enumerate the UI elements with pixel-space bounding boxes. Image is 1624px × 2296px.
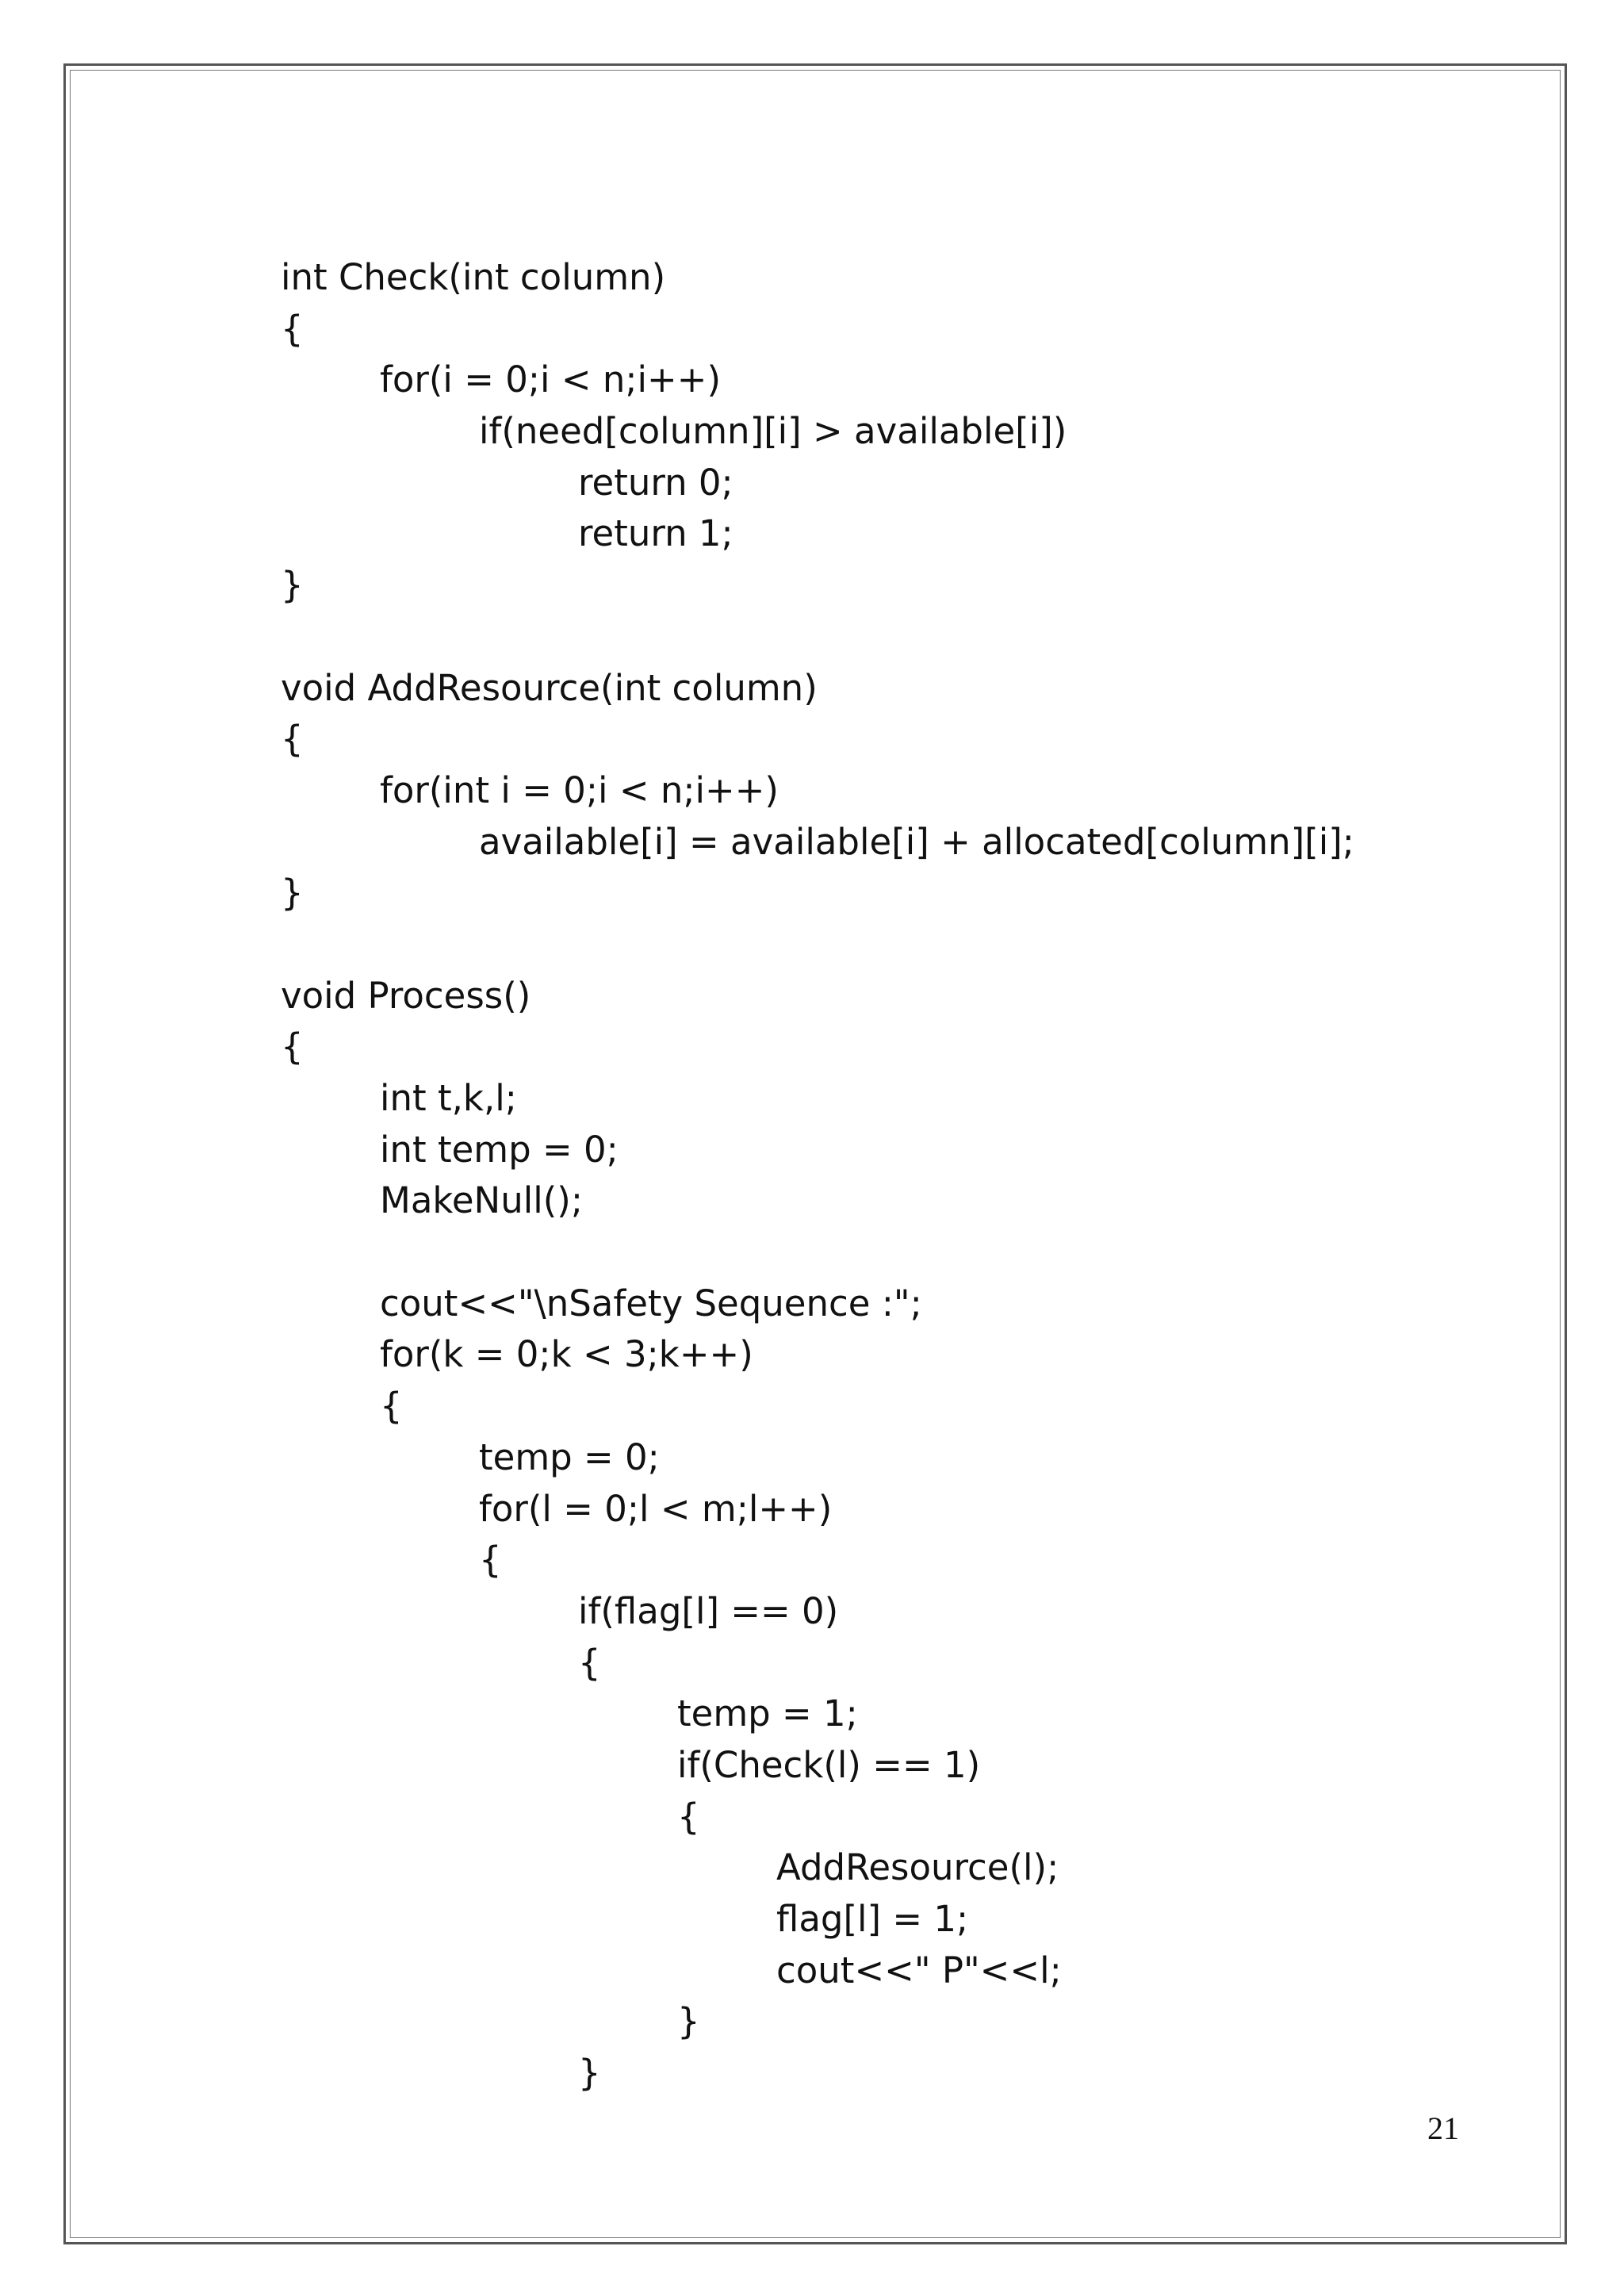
code-line: flag[l] = 1; bbox=[776, 1898, 969, 1940]
code-listing bbox=[281, 252, 1354, 2099]
code-line: temp = 0; bbox=[479, 1435, 660, 1478]
code-line: void Process() bbox=[281, 974, 531, 1017]
code-line: available[i] = available[i] + allocated[column][i]; bbox=[479, 820, 1354, 863]
code-line: temp = 1; bbox=[677, 1692, 858, 1735]
code-line: cout<<"\nSafety Sequence :"; bbox=[380, 1282, 922, 1324]
code-line bbox=[281, 611, 1354, 663]
code-line: if(Check(l) == 1) bbox=[677, 1743, 981, 1786]
code-line bbox=[281, 919, 1354, 971]
code-line: MakeNull(); bbox=[380, 1179, 584, 1222]
code-line: { bbox=[380, 1385, 403, 1428]
code-line bbox=[281, 1227, 1354, 1278]
code-line: for(i = 0;i < n;i++) bbox=[380, 358, 722, 401]
code-line: } bbox=[578, 2052, 601, 2095]
code-line: for(k = 0;k < 3;k++) bbox=[380, 1333, 753, 1376]
code-line: void AddResource(int column) bbox=[281, 666, 818, 709]
code-line: for(l = 0;l < m;l++) bbox=[479, 1487, 833, 1530]
code-line: AddResource(l); bbox=[776, 1846, 1059, 1889]
code-line: { bbox=[281, 307, 304, 350]
code-line: int t,k,l; bbox=[380, 1077, 517, 1119]
code-line: } bbox=[281, 564, 304, 607]
code-line: } bbox=[281, 872, 304, 914]
code-line: for(int i = 0;i < n;i++) bbox=[380, 769, 779, 811]
code-line: int Check(int column) bbox=[281, 256, 666, 298]
code-line: } bbox=[677, 2000, 700, 2043]
code-line: cout<<" P"<<l; bbox=[776, 1949, 1062, 1991]
code-line: { bbox=[578, 1641, 601, 1684]
code-line: { bbox=[281, 718, 304, 761]
code-line: int temp = 0; bbox=[380, 1128, 619, 1171]
code-line: { bbox=[281, 1025, 304, 1068]
code-line: { bbox=[677, 1795, 700, 1838]
code-line: return 1; bbox=[578, 512, 733, 555]
code-line: return 0; bbox=[578, 461, 733, 504]
page-number: 21 bbox=[1427, 2110, 1459, 2146]
code-line: if(flag[l] == 0) bbox=[578, 1589, 839, 1632]
code-line: if(need[column][i] > available[i]) bbox=[479, 410, 1067, 453]
code-line: { bbox=[479, 1539, 502, 1581]
